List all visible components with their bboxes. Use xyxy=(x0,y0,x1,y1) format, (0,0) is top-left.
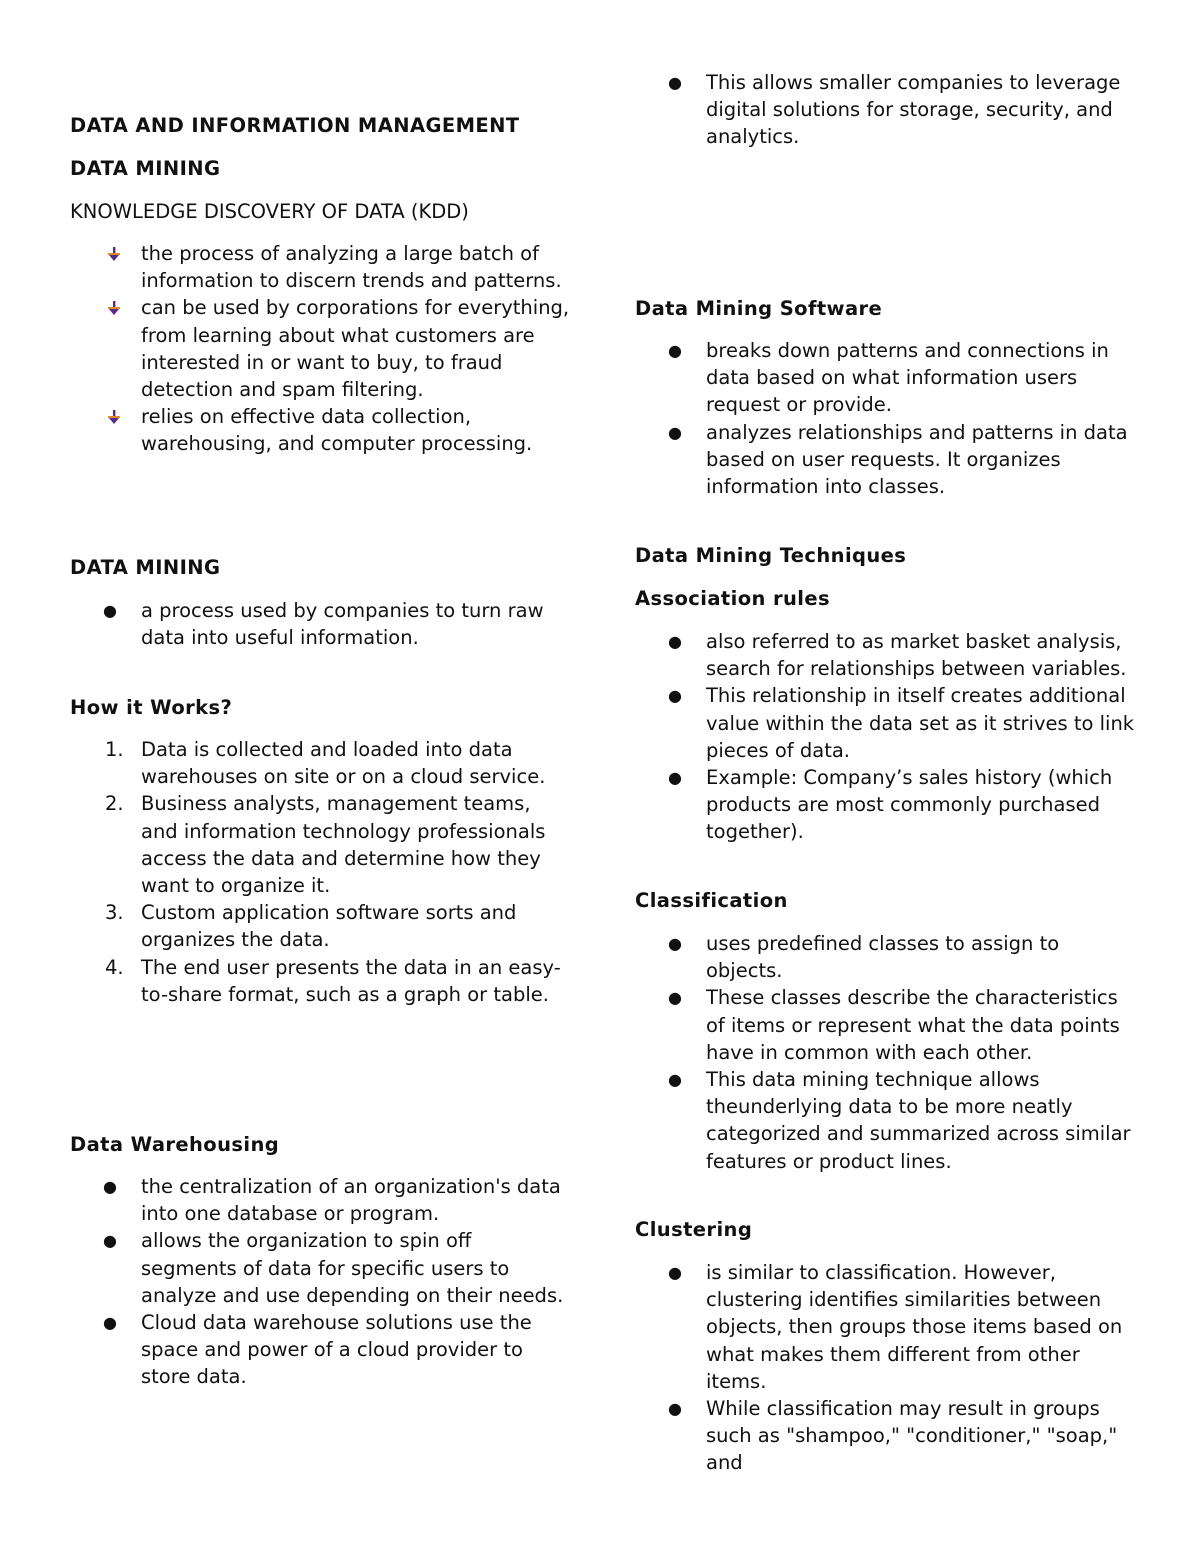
list-item-text: breaks down patterns and connections in data based on what information users request or provide. xyxy=(706,339,1109,417)
top-continuation-list xyxy=(635,69,1135,151)
kdd-list xyxy=(70,240,570,458)
list-item xyxy=(635,337,1135,419)
list-item xyxy=(635,1395,1135,1477)
bullet-dot-icon: ● xyxy=(668,73,682,92)
list-item-text: While classification may result in groups such as "shampoo," "conditioner," "soap," and xyxy=(706,1397,1118,1475)
list-item xyxy=(635,69,1135,151)
list-item xyxy=(70,1173,570,1227)
list-item xyxy=(70,597,570,651)
association-rules-list xyxy=(635,628,1135,846)
subheading-clustering: Clustering xyxy=(635,1218,753,1241)
list-number: 1. xyxy=(105,738,124,761)
list-item xyxy=(70,790,570,899)
down-arrow-icon xyxy=(107,410,121,424)
bullet-dot-icon: ● xyxy=(668,934,682,953)
list-item-text: Example: Company’s sales history (which products are most commonly purchased together). xyxy=(706,766,1113,844)
section-heading-data-warehousing: Data Warehousing xyxy=(70,1133,280,1156)
list-item xyxy=(70,1309,570,1391)
list-item xyxy=(70,1227,570,1309)
list-item-text: Business analysts, management teams, and information technology professionals access the data and determine how they want to organize it. xyxy=(141,792,546,898)
how-it-works-list xyxy=(70,736,570,1008)
list-item-text: a process used by companies to turn raw data into useful information. xyxy=(141,599,544,650)
list-item xyxy=(635,419,1135,501)
list-item-text: is similar to classification. However, clustering identifies similarities between objects, then groups those items based on what makes them different from other items. xyxy=(706,1261,1123,1393)
data-warehousing-list xyxy=(70,1173,570,1391)
bullet-dot-icon: ● xyxy=(668,422,682,442)
list-item xyxy=(635,1259,1135,1395)
classification-list xyxy=(635,930,1135,1175)
list-item-text: also referred to as market basket analysis, search for relationships between variables. xyxy=(706,630,1127,681)
section-heading-data-mining: DATA MINING xyxy=(70,157,221,180)
list-item-text: This relationship in itself creates additional value within the data set as it strives to link pieces of data. xyxy=(706,684,1135,762)
list-item-text: This allows smaller companies to leverage digital solutions for storage, security, and analytics. xyxy=(706,71,1121,149)
section-heading-data-mining-software: Data Mining Software xyxy=(635,297,883,320)
list-item-text: Custom application software sorts and organizes the data. xyxy=(141,901,517,952)
kdd-heading: KNOWLEDGE DISCOVERY OF DATA (KDD) xyxy=(70,200,469,223)
clustering-list xyxy=(635,1259,1135,1477)
list-item-text: The end user presents the data in an easy-to-share format, such as a graph or table. xyxy=(141,955,561,1006)
list-item-text: Cloud data warehouse solutions use the space and power of a cloud provider to store data. xyxy=(141,1311,532,1389)
section-heading-how-it-works: How it Works? xyxy=(70,696,233,719)
section-heading-data-mining-2: DATA MINING xyxy=(70,556,221,579)
bullet-dot-icon: ● xyxy=(668,341,682,360)
list-item-text: uses predefined classes to assign to objects. xyxy=(706,932,1060,983)
list-number: 2. xyxy=(105,792,124,816)
bullet-dot-icon: ● xyxy=(103,1313,117,1333)
subheading-classification: Classification xyxy=(635,889,788,912)
bullet-dot-icon: ● xyxy=(668,632,682,651)
bullet-dot-icon: ● xyxy=(668,768,682,788)
bullet-dot-icon: ● xyxy=(668,1399,682,1419)
list-item xyxy=(635,764,1135,846)
list-item xyxy=(635,682,1135,764)
list-item xyxy=(635,984,1135,1066)
bullet-dot-icon: ● xyxy=(103,1177,117,1196)
bullet-dot-icon: ● xyxy=(668,1070,682,1090)
list-item xyxy=(70,240,570,294)
bullet-dot-icon: ● xyxy=(103,1231,117,1251)
section-heading-data-mining-techniques: Data Mining Techniques xyxy=(635,544,907,567)
list-item-text: These classes describe the characteristics of items or represent what the data points have in common with each other. xyxy=(706,986,1120,1064)
list-number: 4. xyxy=(105,955,124,979)
bullet-dot-icon: ● xyxy=(668,1263,682,1282)
list-item xyxy=(70,294,570,403)
list-item-text: the centralization of an organization's data into one database or program. xyxy=(141,1175,561,1226)
list-item xyxy=(635,930,1135,984)
list-item-text: can be used by corporations for everything, from learning about what customers are interested in or want to buy, to fraud detection and spam filtering. xyxy=(141,296,570,402)
list-item-text: analyzes relationships and patterns in data based on user requests. It organizes information into classes. xyxy=(706,420,1128,499)
list-item-text: Data is collected and loaded into data warehouses on site or on a cloud service. xyxy=(141,738,546,789)
list-number: 3. xyxy=(105,901,124,925)
list-item-text: relies on effective data collection, warehousing, and computer processing. xyxy=(141,405,533,456)
list-item xyxy=(635,628,1135,682)
list-item-text: This data mining technique allows theunderlying data to be more neatly categorized and summarized across similar features or product lines. xyxy=(706,1068,1131,1173)
subheading-association-rules: Association rules xyxy=(635,587,830,610)
list-item-text: the process of analyzing a large batch of information to discern trends and patterns. xyxy=(141,242,562,293)
bullet-dot-icon: ● xyxy=(103,601,117,620)
data-mining-list xyxy=(70,597,570,651)
bullet-dot-icon: ● xyxy=(668,686,682,706)
list-item xyxy=(70,954,570,1008)
list-item-text: allows the organization to spin off segments of data for specific users to analyze and use depending on their needs. xyxy=(141,1229,564,1307)
list-item xyxy=(70,899,570,953)
down-arrow-icon xyxy=(107,247,121,261)
list-item xyxy=(70,403,570,457)
document-title: DATA AND INFORMATION MANAGEMENT xyxy=(70,114,520,137)
bullet-dot-icon: ● xyxy=(668,988,682,1008)
list-item xyxy=(635,1066,1135,1175)
list-item xyxy=(70,736,570,790)
down-arrow-icon xyxy=(107,301,121,315)
data-mining-software-list xyxy=(635,337,1135,500)
